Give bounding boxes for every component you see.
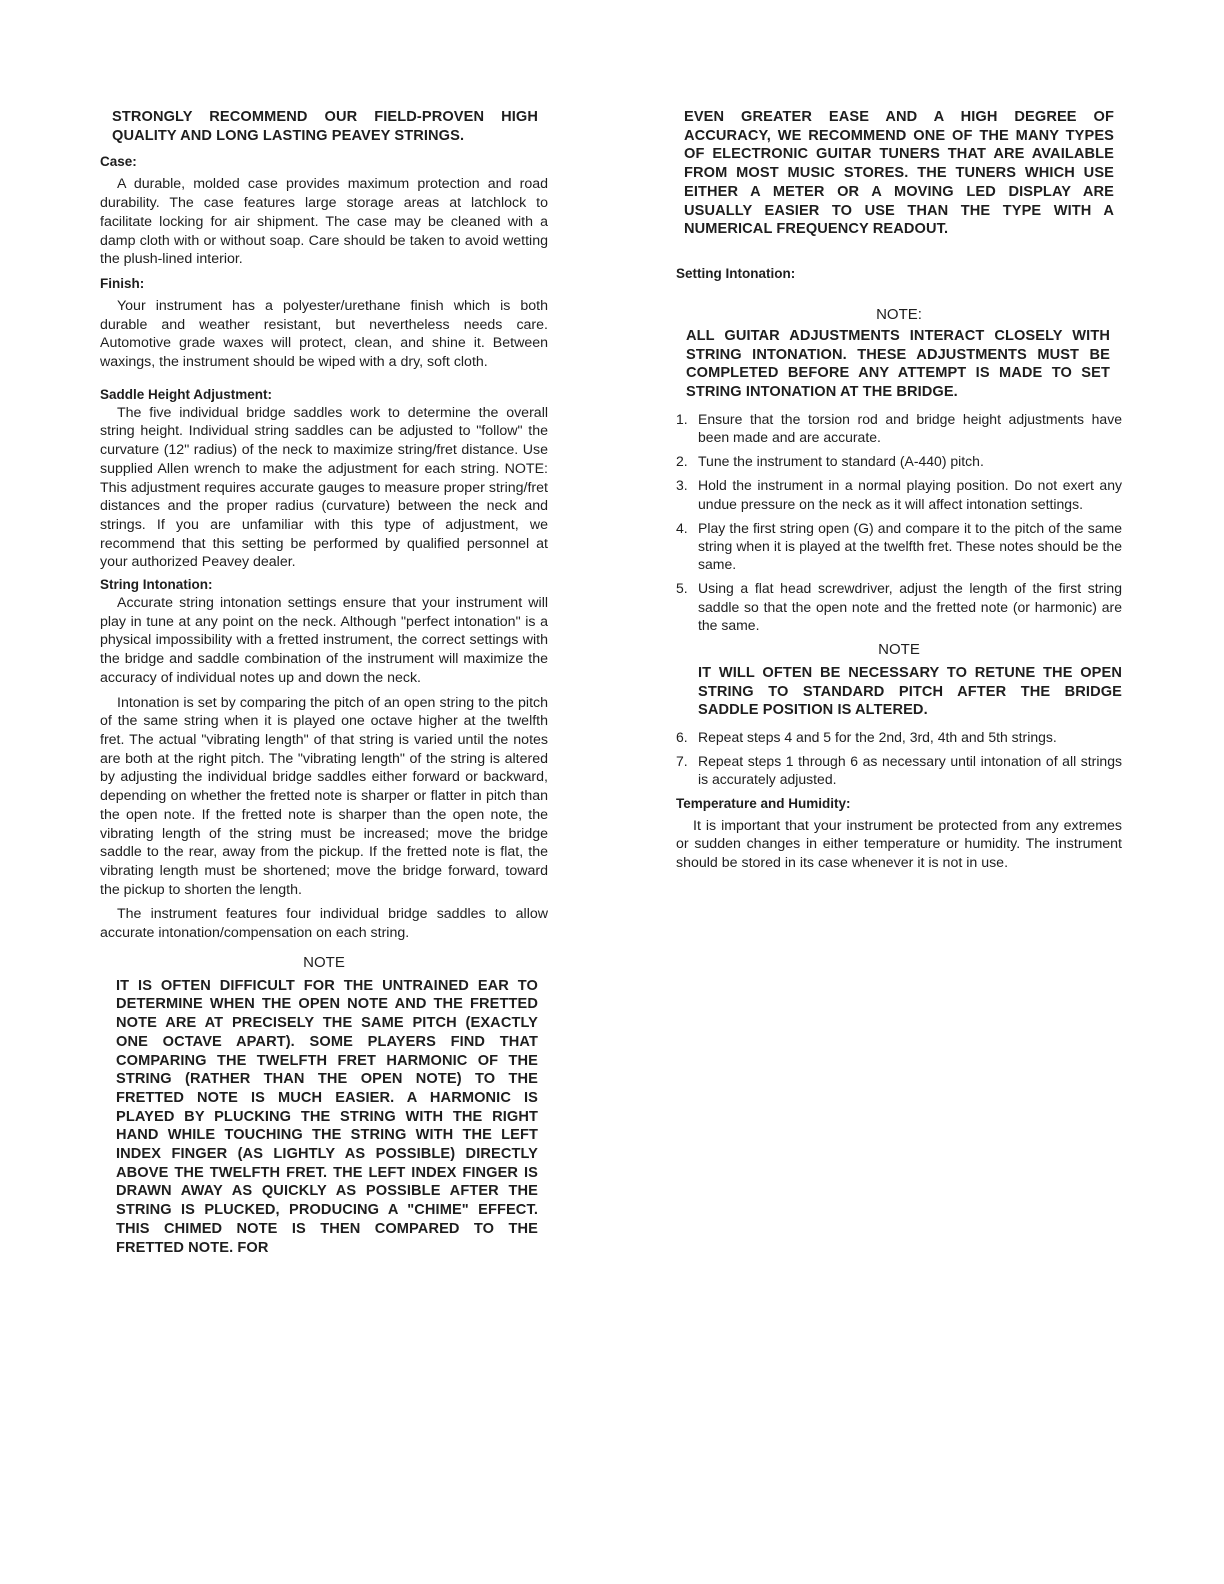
tuner-recommendation-caps: EVEN GREATER EASE AND A HIGH DEGREE OF ACCURACY, WE RECOMMEND ONE OF THE MANY TYPES OF ELECTRONIC GUITAR TUNERS THAT ARE AVAILABLE FROM MOST MUSIC STORES. THE TUNERS WHICH USE EITHER A METER OR A MOVING LED DISPLAY ARE USUALLY EASIER TO USE THAN THE TYPE WITH A NUMERICAL FREQUENCY READOUT. — [684, 109, 1114, 238]
finish-paragraph: Your instrument has a polyester/urethane finish which is both durable and weather resistant, but nevertheless needs care. Automotive grade waxes will protect, clean, and shine it. Between waxings, the instrument should be wiped with a dry, soft cloth. — [100, 297, 548, 371]
saddle-height-heading: Saddle Height Adjustment: — [100, 386, 273, 402]
note-title: NOTE — [878, 640, 920, 658]
step-item — [676, 728, 1122, 746]
step-number: 3. — [676, 477, 688, 494]
step-number: 1. — [676, 410, 688, 427]
step-text: Repeat steps 4 and 5 for the 2nd, 3rd, 4th and 5th strings. — [698, 729, 1057, 746]
step-text: Using a flat head screwdriver, adjust the length of the first string saddle so that the open note and the fretted note (or harmonic) are the same. — [698, 580, 1122, 633]
note-title: NOTE: — [876, 305, 922, 323]
step-item — [676, 452, 1122, 470]
step-number: 6. — [676, 729, 688, 746]
step-number: 4. — [676, 519, 688, 536]
temperature-humidity-heading: Temperature and Humidity: — [676, 795, 851, 811]
intonation-steps-list-continued — [676, 728, 1122, 789]
right-column — [676, 108, 1122, 873]
left-column — [100, 108, 548, 1257]
case-heading: Case: — [100, 154, 137, 170]
step-item — [676, 579, 1122, 634]
step-number: 5. — [676, 580, 688, 597]
note-adjustments-caps: ALL GUITAR ADJUSTMENTS INTERACT CLOSELY WITH STRING INTONATION. THESE ADJUSTMENTS MUST BE COMPLETED BEFORE ANY ATTEMPT IS MADE TO SET STRING INTONATION AT THE BRIDGE. — [686, 327, 1110, 401]
case-paragraph: A durable, molded case provides maximum protection and road durability. The case features large storage areas at latchlock to facilitate locking for air shipment. The case may be cleaned with a damp cloth with or without soap. Care should be taken to avoid wetting the plush-lined interior. — [100, 176, 548, 268]
temperature-humidity-paragraph: It is important that your instrument be protected from any extremes or sudden changes in either temperature or humidity. The instrument should be stored in its case whenever it is not in use. — [676, 817, 1122, 872]
note-harmonic-caps: IT IS OFTEN DIFFICULT FOR THE UNTRAINED EAR TO DETERMINE WHEN THE OPEN NOTE AND THE FRETTED NOTE ARE AT PRECISELY THE SAME PITCH (EXACTLY ONE OCTAVE APART). SOME PLAYERS FIND THAT COMPARING THE TWELFTH FRET HARMONIC OF THE STRING (RATHER THAN THE OPEN NOTE) TO THE FRETTED NOTE IS MUCH EASIER. A HARMONIC IS PLAYED BY PLUCKING THE STRING WITH THE RIGHT HAND WHILE TOUCHING THE STRING WITH THE LEFT INDEX FINGER (AS LIGHTLY AS POSSIBLE) DIRECTLY ABOVE THE TWELFTH FRET. THE LEFT INDEX FINGER IS DRAWN AWAY AS QUICKLY AS POSSIBLE AFTER THE STRING IS PLUCKED, PRODUCING A "CHIME" EFFECT. THIS CHIMED NOTE IS THEN COMPARED TO THE FRETTED NOTE. FOR — [116, 977, 538, 1256]
intonation-paragraph-1: Accurate string intonation settings ensure that your instrument will play in tune at any point on the neck. Although "perfect intonation" is a physical impossibility with a fretted instrument, the correct settings with the bridge and saddle combination of the instrument will maximize the accuracy of individual notes up and down the neck. — [100, 595, 548, 686]
step-number: 7. — [676, 753, 688, 770]
strings-recommendation: STRONGLY RECOMMEND OUR FIELD-PROVEN HIGH QUALITY AND LONG LASTING PEAVEY STRINGS. — [112, 109, 538, 144]
saddle-height-paragraph: The five individual bridge saddles work to determine the overall string height. Individual string saddles can be adjusted to "follow" the curvature (12" radius) of the neck to maximize string/fret distance. Use supplied Allen wrench to make the adjustment for each string. NOTE: This adjustment requires accurate gauges to measure proper string/fret distances and the proper radius (curvature) between the neck and strings. If you are unfamiliar with this type of adjustment, we recommend that this setting be performed by qualified personnel at your authorized Peavey dealer. — [100, 404, 548, 571]
setting-intonation-heading: Setting Intonation: — [676, 265, 796, 281]
step-number: 2. — [676, 453, 688, 470]
step-text: Repeat steps 1 through 6 as necessary until intonation of all strings is accurately adjusted. — [698, 753, 1122, 788]
intonation-paragraph-3: The instrument features four individual bridge saddles to allow accurate intonation/compensation on each string. — [100, 906, 548, 942]
note-title: NOTE — [303, 953, 345, 971]
note-retune-caps: IT WILL OFTEN BE NECESSARY TO RETUNE THE OPEN STRING TO STANDARD PITCH AFTER THE BRIDGE SADDLE POSITION IS ALTERED. — [698, 664, 1122, 719]
step-text: Ensure that the torsion rod and bridge height adjustments have been made and are accurate. — [698, 410, 1122, 445]
finish-heading: Finish: — [100, 275, 145, 291]
step-item — [676, 752, 1122, 788]
step-text: Hold the instrument in a normal playing position. Do not exert any undue pressure on the neck as it will affect intonation settings. — [698, 477, 1122, 512]
intonation-paragraph-2: Intonation is set by comparing the pitch of an open string to the pitch of the same string when it is played one octave higher at the twelfth fret. The actual "vibrating length" of that string is varied until the notes are both at the right pitch. The "vibrating length" of the string is altered by adjusting the individual bridge saddles either forward or backward, depending on whether the fretted note is sharper or flatter in pitch than the open note. If the fretted note is sharper than the open note, the vibrating length of the string must be increased; move the bridge saddle to the rear, away from the pickup. If the fretted note is flat, the vibrating length must be shortened; move the bridge forward, toward the pickup to shorten the length. — [100, 694, 548, 898]
step-item — [676, 476, 1122, 512]
intonation-steps-list — [676, 410, 1122, 634]
step-text: Tune the instrument to standard (A-440) pitch. — [698, 453, 984, 470]
step-item — [676, 519, 1122, 574]
step-text: Play the first string open (G) and compare it to the pitch of the same string when it is played at the twelfth fret. These notes should be the same. — [698, 519, 1122, 573]
string-intonation-heading: String Intonation: — [100, 577, 213, 593]
step-item — [676, 410, 1122, 446]
